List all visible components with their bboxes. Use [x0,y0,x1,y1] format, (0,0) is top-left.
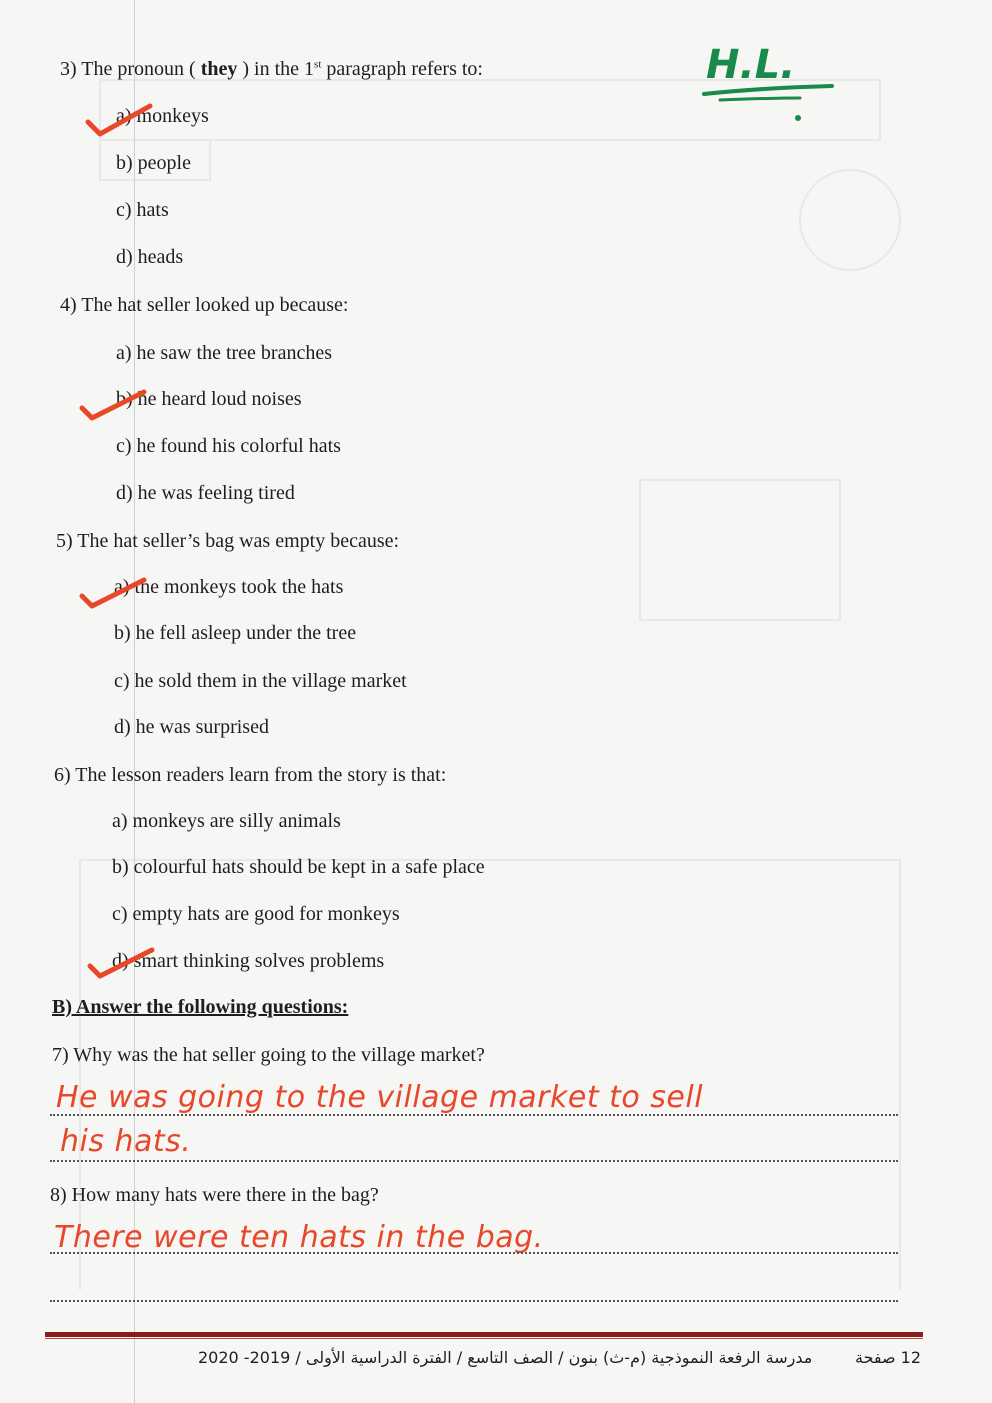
q4-option-d[interactable]: d) he was feeling tired [116,482,295,504]
check-mark-icon [86,944,156,980]
question-4: 4) The hat seller looked up because: [60,294,349,316]
answer-dotted-line [50,1300,898,1302]
q4-option-a[interactable]: a) he saw the tree branches [116,342,332,364]
q5-option-c[interactable]: c) he sold them in the village market [114,670,407,692]
q3-option-d[interactable]: d) heads [116,246,184,268]
q5-option-d[interactable]: d) he was surprised [114,716,269,738]
q6-option-d[interactable]: d) smart thinking solves problems [112,950,385,972]
answer-dotted-line [50,1160,898,1162]
teacher-initials: H.L. [700,42,840,130]
check-mark-icon [78,574,148,610]
question-6: 6) The lesson readers learn from the story is that: [54,764,447,786]
pronoun-keyword: they [200,58,238,80]
question-3: 3) The pronoun ( they ) in the 1st paragraph refers to: [60,58,483,80]
q4-option-c[interactable]: c) he found his colorful hats [116,435,341,457]
q3-option-c[interactable]: c) hats [116,199,169,221]
initials-underline-icon [700,42,840,130]
q4-option-b[interactable]: b) he heard loud noises [116,388,302,410]
answer-dotted-line [50,1252,898,1254]
question-5: 5) The hat seller’s bag was empty because: [56,530,400,552]
q6-option-a[interactable]: a) monkeys are silly animals [112,810,341,832]
q7-answer-line-2[interactable]: his hats. [60,1124,192,1159]
q5-option-b[interactable]: b) he fell asleep under the tree [114,622,357,644]
footer-rule [45,1332,923,1337]
q8-answer[interactable]: There were ten hats in the bag. [54,1220,544,1255]
q7-answer-line-1[interactable]: He was going to the village market to sell [56,1080,704,1115]
footer-rule-thin [45,1338,923,1339]
q5-option-a[interactable]: a) the monkeys took the hats [114,576,344,598]
section-b-heading: B) Answer the following questions: [52,996,349,1018]
question-7: 7) Why was the hat seller going to the village market? [52,1044,485,1066]
question-8: 8) How many hats were there in the bag? [50,1184,379,1206]
answer-dotted-line [50,1114,898,1116]
check-mark-icon [84,102,154,138]
check-mark-icon [78,386,148,422]
q3-option-b[interactable]: b) people [116,152,191,174]
q3-option-a[interactable]: a) monkeys [116,105,209,127]
q6-option-c[interactable]: c) empty hats are good for monkeys [112,903,400,925]
footer-page-number: 12 صفحة [855,1348,922,1367]
footer-school-info: مدرسة الرفعة النموذجية (م-ث) بنون / الصف التاسع / الفترة الدراسية الأولى / 2019- 2020 [198,1348,813,1367]
q6-option-b[interactable]: b) colourful hats should be kept in a safe place [112,856,485,878]
